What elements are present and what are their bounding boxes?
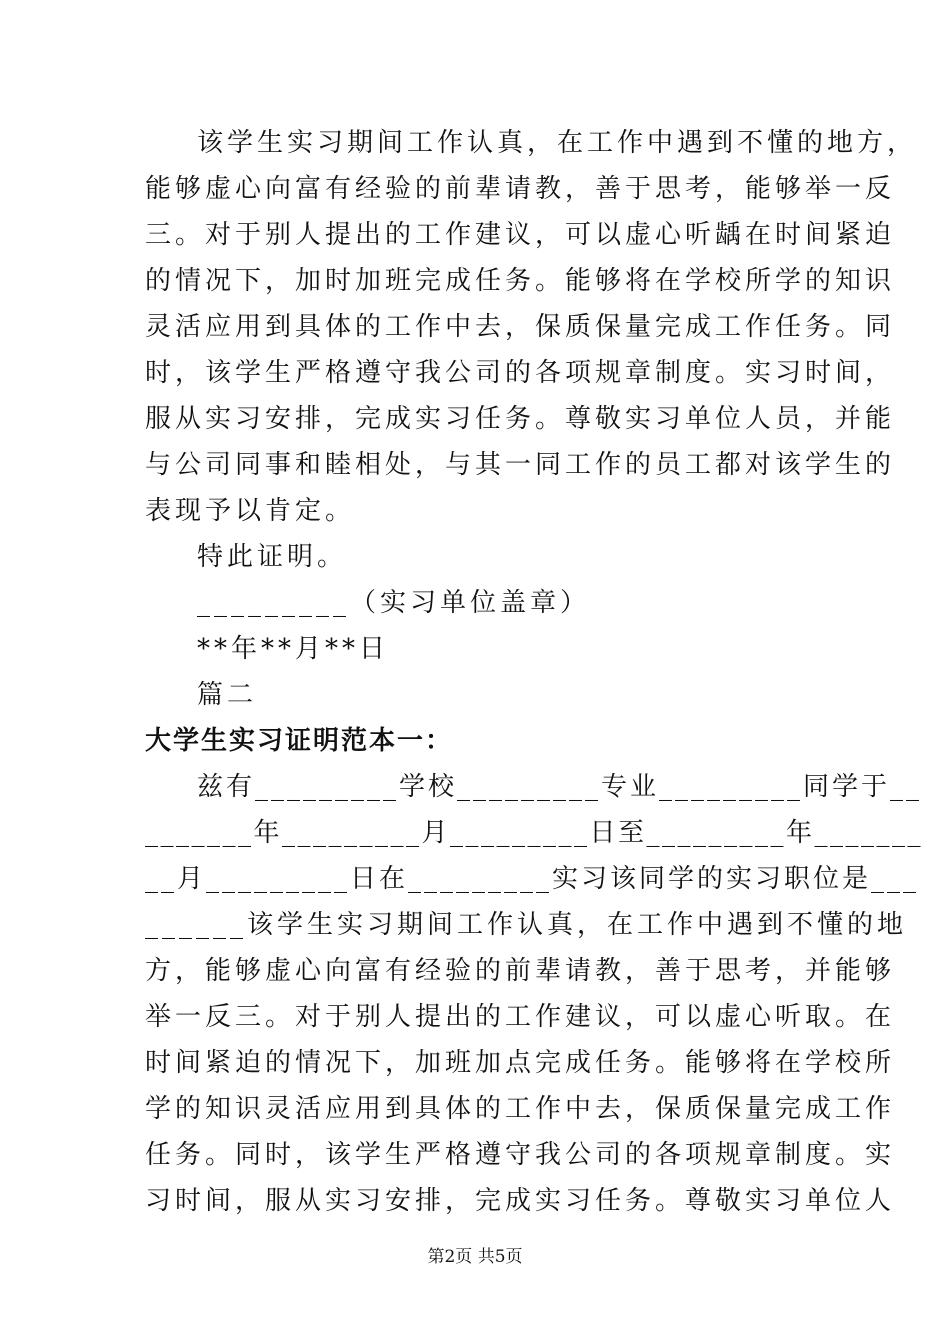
section-heading: 大学生实习证明范本一： (145, 726, 454, 756)
paragraph-line: 服从实习安排，完成实习任务。尊敬实习单位人员，并能 (145, 404, 896, 434)
paragraph-line: 时间紧迫的情况下，加班加点完成任务。能够将在学校所 (145, 1048, 896, 1078)
seal-line: _________（实习单位盖章） (197, 588, 591, 618)
paragraph-line: ______该学生实习期间工作认真，在工作中遇到不懂的地 (145, 910, 908, 940)
paragraph-line: 学的知识灵活应用到具体的工作中去，保质保量完成工作 (145, 1094, 896, 1124)
paragraph-line: 能够虚心向富有经验的前辈请教，善于思考，能够举一反 (145, 174, 896, 204)
closing-statement: 特此证明。 (197, 542, 348, 572)
paragraph-line: 三。对于别人提出的工作建议，可以虚心听龋在时间紧迫 (145, 220, 896, 250)
paragraph-line: 方，能够虚心向富有经验的前辈请教，善于思考，并能够 (145, 956, 896, 986)
date-line: **年**月**日 (197, 634, 390, 664)
paragraph-line: 与公司同事和睦相处，与其一同工作的员工都对该学生的 (145, 450, 896, 480)
paragraph-line: 举一反三。对于别人提出的工作建议，可以虚心听取。在 (145, 1002, 896, 1032)
paragraph-line: 表现予以肯定。 (145, 496, 356, 526)
paragraph-line: 时，该学生严格遵守我公司的各项规章制度。实习时间， (145, 358, 896, 388)
section-label: 篇二 (197, 680, 258, 710)
paragraph-line: 任务。同时，该学生严格遵守我公司的各项规章制度。实 (145, 1140, 896, 1170)
paragraph-line: __月_________日在_________实习该同学的实习职位是___ (145, 864, 920, 894)
paragraph-line: 兹有_________学校_________专业_________同学于__ (197, 772, 923, 802)
paragraph-line: 习时间，服从实习安排，完成实习任务。尊敬实习单位人 (145, 1186, 896, 1216)
paragraph-line: 该学生实习期间工作认真，在工作中遇到不懂的地方， (197, 128, 918, 158)
paragraph-line: 的情况下，加时加班完成任务。能够将在学校所学的知识 (145, 266, 896, 296)
page-footer: 第2页 共5页 (427, 1247, 523, 1267)
paragraph-line: 灵活应用到具体的工作中去，保质保量完成工作任务。同 (145, 312, 896, 342)
paragraph-line: _______年_________月_________日至_________年_______ (145, 818, 924, 848)
